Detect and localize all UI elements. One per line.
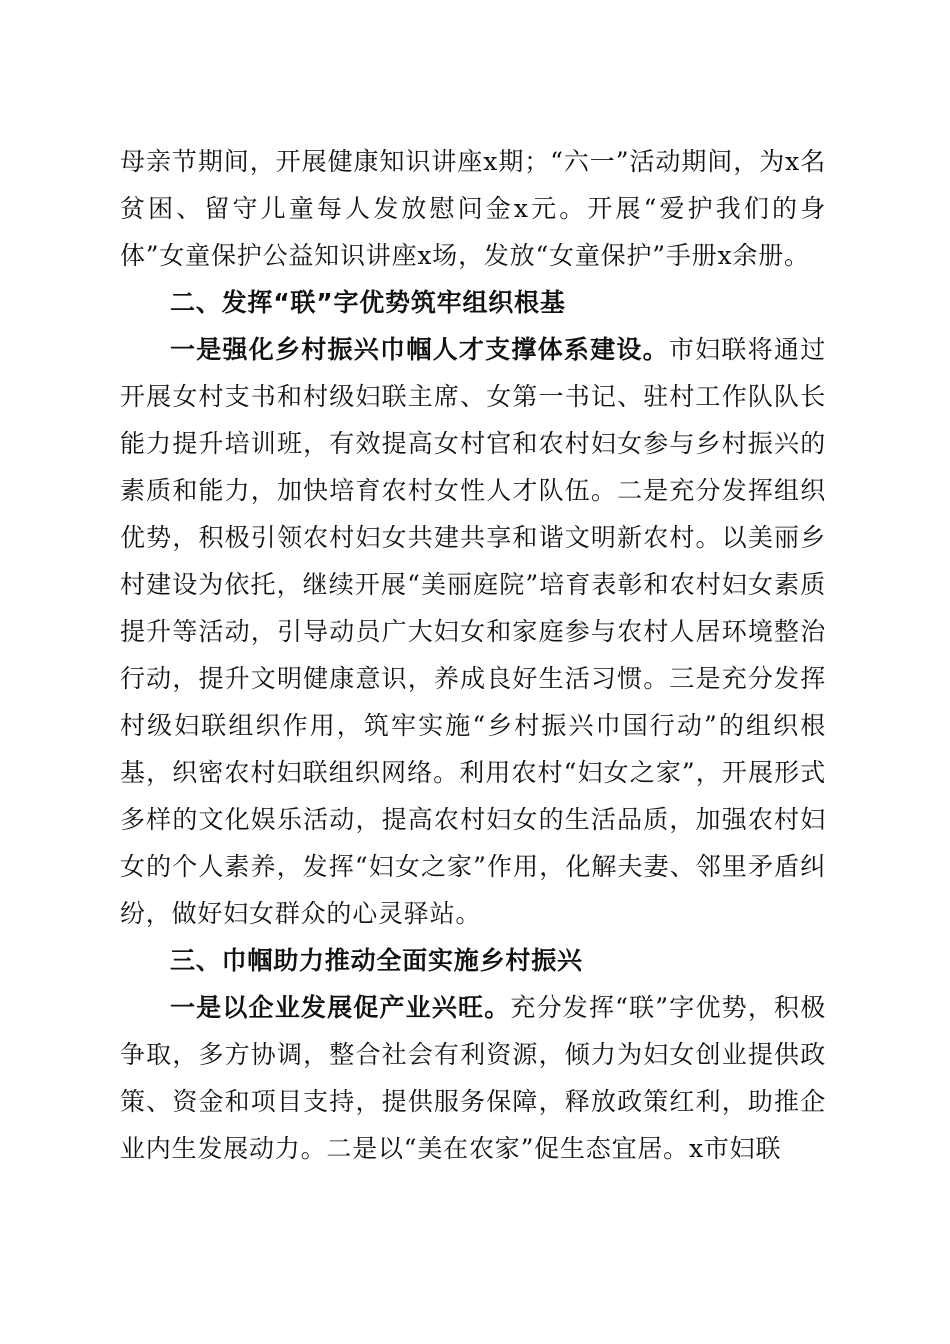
document-body xyxy=(120,138,826,1172)
paragraph-2 xyxy=(120,326,826,937)
paragraph-2-lead: 一是强化乡村振兴巾帼人才支撑体系建设。 xyxy=(170,335,669,364)
paragraph-3 xyxy=(120,984,826,1172)
paragraph-3-lead: 一是以企业发展促产业兴旺。 xyxy=(170,993,511,1022)
paragraph-3-body: 充分发挥“联”字优势，积极争取，多方协调，整合社会有利资源，倾力为妇女创业提供政策、资金和项目支持，提供服务保障，释放政策红利，助推企业内生发展动力。二是以“美在农家”促生态宜居。x市妇联 xyxy=(120,993,826,1163)
section-heading-3: 三、巾帼助力推动全面实施乡村振兴 xyxy=(170,946,583,975)
section-heading-2: 二、发挥“联”字优势筑牢组织根基 xyxy=(170,288,566,317)
paragraph-2-body: 市妇联将通过开展女村支书和村级妇联主席、女第一书记、驻村工作队队长能力提升培训班，有效提高女村官和农村妇女参与乡村振兴的素质和能力，加快培育农村女性人才队伍。二是充分发挥组织优势，积极引领农村妇女共建共享和谐文明新农村。以美丽乡村建设为依托，继续开展“美丽庭院”培育表彰和农村妇女素质提升等活动，引导动员广大妇女和家庭参与农村人居环境整治行动，提升文明健康意识，养成良好生活习惯。三是充分发挥村级妇联组织作用，筑牢实施“乡村振兴巾国行动”的组织根基，织密农村妇联组织网络。利用农村“妇女之家”，开展形式多样的文化娱乐活动，提高农村妇女的生活品质，加强农村妇女的个人素养，发挥“妇女之家”作用，化解夫妻、邻里矛盾纠纷，做好妇女群众的心灵驿站。 xyxy=(120,335,826,928)
paragraph-1: 母亲节期间，开展健康知识讲座x期；“六一”活动期间，为x名贫困、留守儿童每人发放慰问金x元。开展“爱护我们的身体”女童保护公益知识讲座x场，发放“女童保护”手册x余册。 xyxy=(120,147,826,270)
